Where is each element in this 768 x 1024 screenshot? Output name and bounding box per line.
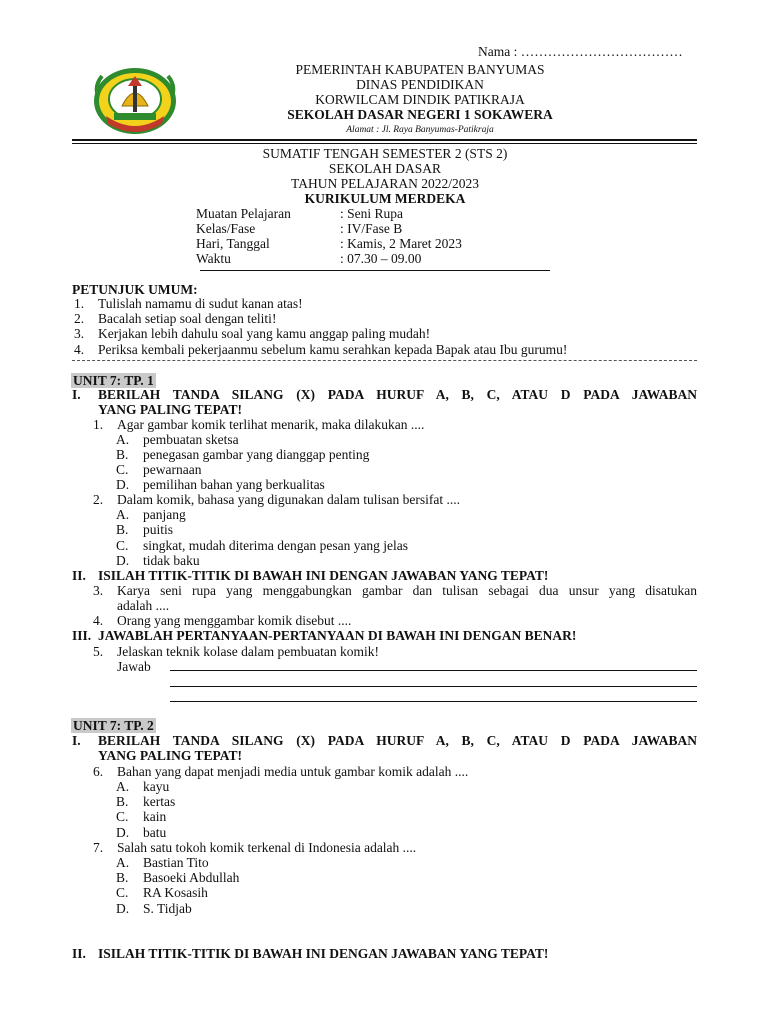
section-heading-text: JAWABLAH PERTANYAAN-PERTANYAAN DI BAWAH INI DENGAN BENAR! — [98, 628, 577, 643]
answer-option[interactable] — [116, 553, 200, 568]
question-text: Salah satu tokoh komik terkenal di Indonesia adalah .... — [117, 840, 417, 855]
option-letter[interactable]: A. — [116, 855, 130, 870]
instruction-number: 4. — [74, 342, 85, 357]
header-divider-thick — [72, 139, 697, 141]
section-roman: II. — [72, 568, 86, 583]
question-number: 2. — [93, 492, 104, 507]
answer-option[interactable] — [116, 870, 239, 885]
header-school-name: SEKOLAH DASAR NEGERI 1 SOKAWERA — [287, 107, 553, 122]
instruction-number: 3. — [74, 326, 85, 341]
student-name-blank[interactable]: : ……………………………… — [513, 44, 683, 59]
instruction-item — [72, 311, 276, 326]
answer-option[interactable] — [116, 825, 166, 840]
dashed-divider — [72, 360, 697, 361]
info-value: : 07.30 – 09.00 — [340, 251, 422, 266]
section-roman: II. — [72, 946, 86, 961]
answer-option[interactable] — [116, 538, 408, 553]
option-text: singkat, mudah diterima dengan pesan yang jelas — [143, 538, 409, 553]
instruction-item — [72, 342, 567, 357]
section-heading-line2: YANG PALING TEPAT! — [98, 402, 243, 417]
option-text: tidak baku — [143, 553, 200, 568]
question-number: 7. — [93, 840, 104, 855]
section-heading — [72, 946, 697, 961]
option-letter[interactable]: A. — [116, 779, 130, 794]
section-heading-text: ISILAH TITIK-TITIK DI BAWAH INI DENGAN JAWABAN YANG TEPAT! — [98, 568, 549, 583]
option-letter[interactable]: C. — [116, 809, 129, 824]
question — [93, 644, 379, 659]
instructions-title: PETUNJUK UMUM: — [72, 282, 198, 297]
option-text: pemilihan bahan yang berkualitas — [143, 477, 325, 492]
question — [93, 417, 424, 432]
student-name-field[interactable] — [478, 44, 683, 59]
option-letter[interactable]: D. — [116, 477, 130, 492]
answer-option[interactable] — [116, 447, 369, 462]
question-text: Agar gambar komik terlihat menarik, maka dilakukan .... — [117, 417, 425, 432]
option-letter[interactable]: C. — [116, 462, 129, 477]
question-text: Bahan yang dapat menjadi media untuk gambar komik adalah .... — [117, 764, 469, 779]
option-letter[interactable]: B. — [116, 447, 129, 462]
section-roman: III. — [72, 628, 92, 643]
answer-option[interactable] — [116, 809, 166, 824]
section-heading-text: ISILAH TITIK-TITIK DI BAWAH INI DENGAN JAWABAN YANG TEPAT! — [98, 946, 549, 961]
option-text: penegasan gambar yang dianggap penting — [143, 447, 370, 462]
question-text: Orang yang menggambar komik disebut .... — [117, 613, 352, 628]
option-text: RA Kosasih — [143, 885, 208, 900]
question — [93, 613, 351, 628]
exam-year: TAHUN PELAJARAN 2022/2023 — [291, 176, 479, 191]
question-number: 6. — [93, 764, 104, 779]
option-letter[interactable]: A. — [116, 432, 130, 447]
instruction-text: Bacalah setiap soal dengan teliti! — [98, 311, 277, 326]
question-text: Jelaskan teknik kolase dalam pembuatan komik! — [117, 644, 380, 659]
exam-title: SUMATIF TENGAH SEMESTER 2 (STS 2) — [262, 146, 508, 161]
section-heading — [72, 733, 697, 763]
question — [93, 764, 468, 779]
option-text: panjang — [143, 507, 186, 522]
instruction-item — [72, 326, 430, 341]
answer-option[interactable] — [116, 522, 173, 537]
answer-line[interactable] — [170, 686, 697, 687]
regency-crest-icon — [92, 66, 178, 136]
answer-label: Jawab — [117, 659, 151, 674]
question-number: 3. — [93, 583, 104, 598]
unit-label: UNIT 7: TP. 1 — [73, 373, 154, 388]
question-text: Dalam komik, bahasa yang digunakan dalam tulisan bersifat .... — [117, 492, 461, 507]
info-value: : IV/Fase B — [340, 221, 403, 236]
section-heading — [72, 387, 697, 417]
answer-option[interactable] — [116, 462, 201, 477]
answer-option[interactable] — [116, 794, 175, 809]
question-text-line2: adalah .... — [117, 598, 170, 613]
question-number: 4. — [93, 613, 104, 628]
answer-line[interactable] — [170, 670, 697, 671]
instruction-text: Periksa kembali pekerjaanmu sebelum kamu serahkan kepada Bapak atau Ibu gurumu! — [98, 342, 568, 357]
question-number: 1. — [93, 417, 104, 432]
header-korwilcam: KORWILCAM DINDIK PATIKRAJA — [315, 92, 525, 107]
header-address: Alamat : Jl. Raya Banyumas-Patikraja — [346, 125, 494, 135]
option-letter[interactable]: B. — [116, 794, 129, 809]
option-letter[interactable]: D. — [116, 901, 130, 916]
answer-option[interactable] — [116, 901, 192, 916]
exam-level: SEKOLAH DASAR — [328, 161, 442, 176]
info-label: Hari, Tanggal — [196, 236, 270, 251]
exam-curriculum: KURIKULUM MERDEKA — [304, 191, 466, 206]
answer-option[interactable] — [116, 477, 325, 492]
answer-line[interactable] — [170, 701, 697, 702]
student-name-label: Nama — [478, 44, 511, 59]
answer-option[interactable] — [116, 855, 209, 870]
info-value: : Seni Rupa — [340, 206, 403, 221]
option-letter[interactable]: C. — [116, 885, 129, 900]
info-value: : Kamis, 2 Maret 2023 — [340, 236, 462, 251]
answer-option[interactable] — [116, 779, 169, 794]
option-letter[interactable]: A. — [116, 507, 130, 522]
option-text: pembuatan sketsa — [143, 432, 239, 447]
info-divider — [200, 270, 550, 271]
unit-label: UNIT 7: TP. 2 — [73, 718, 154, 733]
option-text: Bastian Tito — [143, 855, 209, 870]
instruction-number: 2. — [74, 311, 85, 326]
section-heading — [72, 628, 697, 643]
info-label: Waktu — [196, 251, 231, 266]
option-text: S. Tidjab — [143, 901, 192, 916]
option-letter[interactable]: B. — [116, 522, 129, 537]
question-number: 5. — [93, 644, 104, 659]
instruction-number: 1. — [74, 296, 85, 311]
section-roman: I. — [72, 387, 81, 402]
instruction-item — [72, 296, 303, 311]
question — [93, 840, 416, 855]
question-text-line1: Karya seni rupa yang menggabungkan gambar dan tulisan sebagai dua unsur yang disatukan — [117, 583, 697, 598]
info-label: Muatan Pelajaran — [196, 206, 291, 221]
section-roman: I. — [72, 733, 81, 748]
answer-option[interactable] — [116, 885, 208, 900]
option-text: kertas — [143, 794, 176, 809]
option-letter[interactable]: C. — [116, 538, 129, 553]
option-letter[interactable]: B. — [116, 870, 129, 885]
question — [93, 583, 697, 613]
section-heading-line1: BERILAH TANDA SILANG (X) PADA HURUF A, B, C, ATAU D PADA JAWABAN — [98, 733, 697, 748]
option-text: kayu — [143, 779, 170, 794]
option-letter[interactable]: D. — [116, 553, 130, 568]
question — [93, 492, 460, 507]
instruction-text: Kerjakan lebih dahulu soal yang kamu anggap paling mudah! — [98, 326, 431, 341]
option-text: kain — [143, 809, 167, 824]
info-label: Kelas/Fase — [196, 221, 256, 236]
option-text: batu — [143, 825, 167, 840]
header-government: PEMERINTAH KABUPATEN BANYUMAS — [295, 62, 545, 77]
option-text: pewarnaan — [143, 462, 202, 477]
option-letter[interactable]: D. — [116, 825, 130, 840]
option-text: Basoeki Abdullah — [143, 870, 240, 885]
answer-option[interactable] — [116, 507, 186, 522]
answer-option[interactable] — [116, 432, 239, 447]
header-divider-thin — [72, 143, 697, 144]
header-department: DINAS PENDIDIKAN — [356, 77, 484, 92]
option-text: puitis — [143, 522, 174, 537]
instruction-text: Tulislah namamu di sudut kanan atas! — [98, 296, 303, 311]
section-heading-line2: YANG PALING TEPAT! — [98, 748, 243, 763]
section-heading-line1: BERILAH TANDA SILANG (X) PADA HURUF A, B, C, ATAU D PADA JAWABAN — [98, 387, 697, 402]
section-heading — [72, 568, 697, 583]
